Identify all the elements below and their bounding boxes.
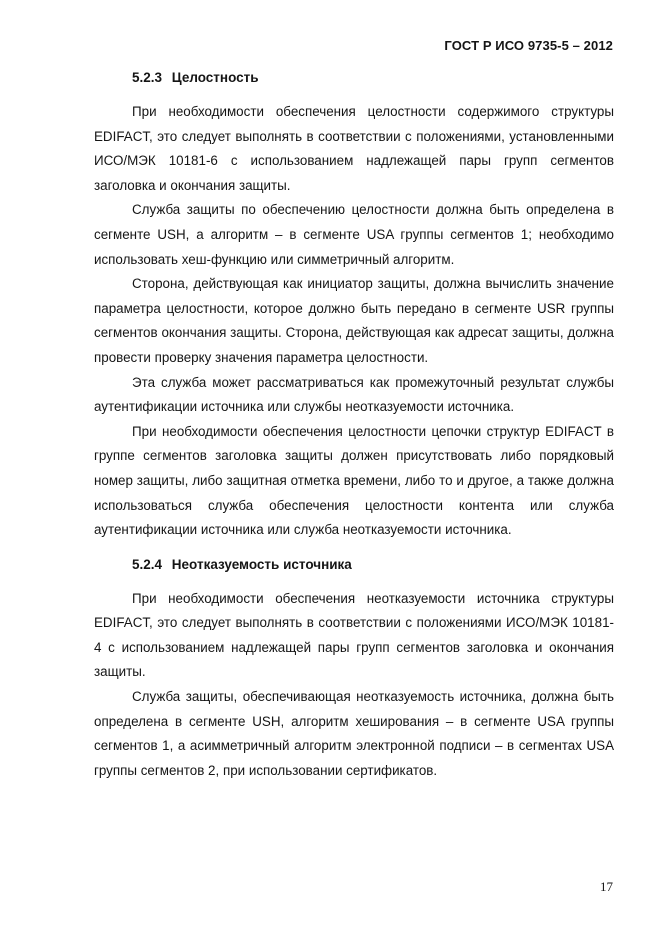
paragraph: Сторона, действующая как инициатор защиты, должна вычислить значение параметра целостности, которое должно быть передано в сегменте USR группы сегментов окончания защиты. Сторона, действующая как адресат защиты, должна провести проверку значения параметра целостности. bbox=[94, 276, 614, 365]
section-gap bbox=[94, 543, 614, 553]
section-number: 5.2.3 bbox=[132, 70, 163, 85]
section-number: 5.2.4 bbox=[132, 556, 163, 572]
paragraph: Эта служба может рассматриваться как промежуточный результат службы аутентификации источника или службы неотказуемости источника. bbox=[94, 374, 614, 415]
section-title-text: Целостность bbox=[171, 70, 259, 85]
page-content bbox=[94, 66, 614, 783]
section-heading bbox=[132, 553, 614, 577]
paragraph: При необходимости обеспечения целостности цепочки структур EDIFACT в группе сегментов заголовка защиты должен присутствовать либо порядковый номер защиты, либо защитная отметка времени, либо то и другое, а также должна использоваться служба обеспечения целостности контента или служба аутентификации источника или служба неотказуемости источника. bbox=[94, 423, 614, 538]
standard-designation: ГОСТ Р ИСО 9735-5 – 2012 bbox=[444, 38, 613, 53]
paragraph: Служба защиты, обеспечивающая неотказуемость источника, должна быть определена в сегменте USH, алгоритм хеширования – в сегменте USA группы сегментов 1, а асимметричный алгоритм электронной подписи – в сегментах USA группы сегментов 2, при использовании сертификатов. bbox=[94, 689, 614, 778]
paragraph: При необходимости обеспечения неотказуемости источника структуры EDIFACT, это следует выполнять в соответствии с положениями ИСО/МЭК 10181-4 с использованием надлежащей пары групп сегментов заголовка и окончания защиты. bbox=[94, 590, 614, 680]
section-title-text: Неотказуемость источника bbox=[171, 556, 352, 572]
paragraph: Служба защиты по обеспечению целостности должна быть определена в сегменте USH, а алгоритм – в сегменте USA группы сегментов 1; необходимо использовать хеш-функцию или симметричный алгоритм. bbox=[94, 202, 614, 267]
section-heading bbox=[132, 66, 614, 90]
page-number: 17 bbox=[600, 879, 613, 894]
paragraph: При необходимости обеспечения целостности содержимого структуры EDIFACT, это следует выполнять в соответствии с положениями, установленными ИСО/МЭК 10181-6 с использованием надлежащей пары групп сегментов заголовка и окончания защиты. bbox=[94, 104, 614, 193]
